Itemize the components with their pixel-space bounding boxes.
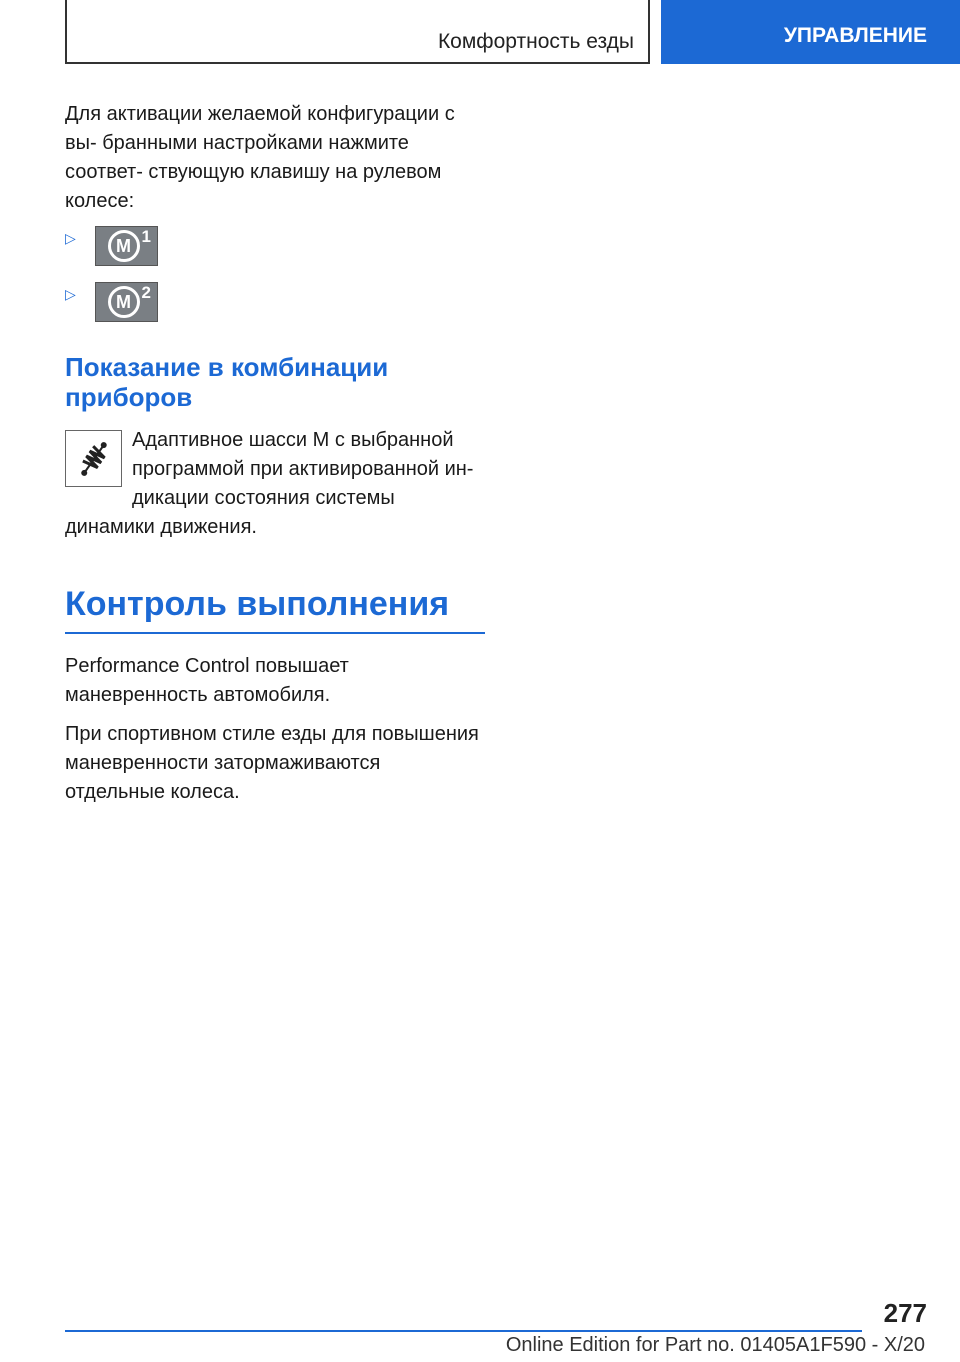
main-content	[65, 100, 485, 817]
page-number: 277	[883, 1298, 927, 1328]
m2-button-icon	[95, 282, 158, 322]
footer-edition-text: Online Edition for Part no. 01405A1F590 - X/20	[505, 1334, 925, 1356]
m-superscript: 2	[141, 283, 151, 302]
header-chapter-tab[interactable]: УПРАВЛЕНИЕ	[661, 0, 960, 64]
display-section-text: Адаптивное шасси M с выбранной программой при активированной ин- дикации состояния системы динамики движения.	[65, 429, 474, 538]
performance-section-heading: Контроль выполнения	[65, 584, 485, 634]
bullet-marker: ▷	[65, 286, 76, 302]
footer-divider	[65, 1330, 862, 1332]
bullet-m2	[65, 282, 485, 322]
shock-absorber-icon	[65, 430, 122, 487]
m-circle	[108, 230, 140, 262]
display-section-heading: Показание в комбинации приборов	[65, 352, 389, 412]
m1-button-icon	[95, 226, 158, 266]
intro-paragraph: Для активации желаемой конфигурации с вы- бранными настройками нажмите соответ- ствующую клавишу на рулевом колесе:	[65, 103, 455, 212]
m-superscript: 1	[141, 227, 151, 246]
m-letter: M	[116, 235, 131, 256]
header-section-box	[65, 0, 650, 64]
display-section-body	[65, 426, 485, 542]
m-letter: M	[116, 291, 131, 312]
performance-paragraph-2: При спортивном стиле езды для повышения маневренности затормаживаются отдельные колеса.	[65, 723, 479, 803]
m-circle	[108, 286, 140, 318]
bullet-marker: ▷	[65, 230, 76, 246]
performance-paragraph-1: Performance Control повышает маневренность автомобиля.	[65, 655, 349, 706]
header-section-title: Комфортность езды	[437, 30, 634, 53]
bullet-m1	[65, 226, 485, 266]
